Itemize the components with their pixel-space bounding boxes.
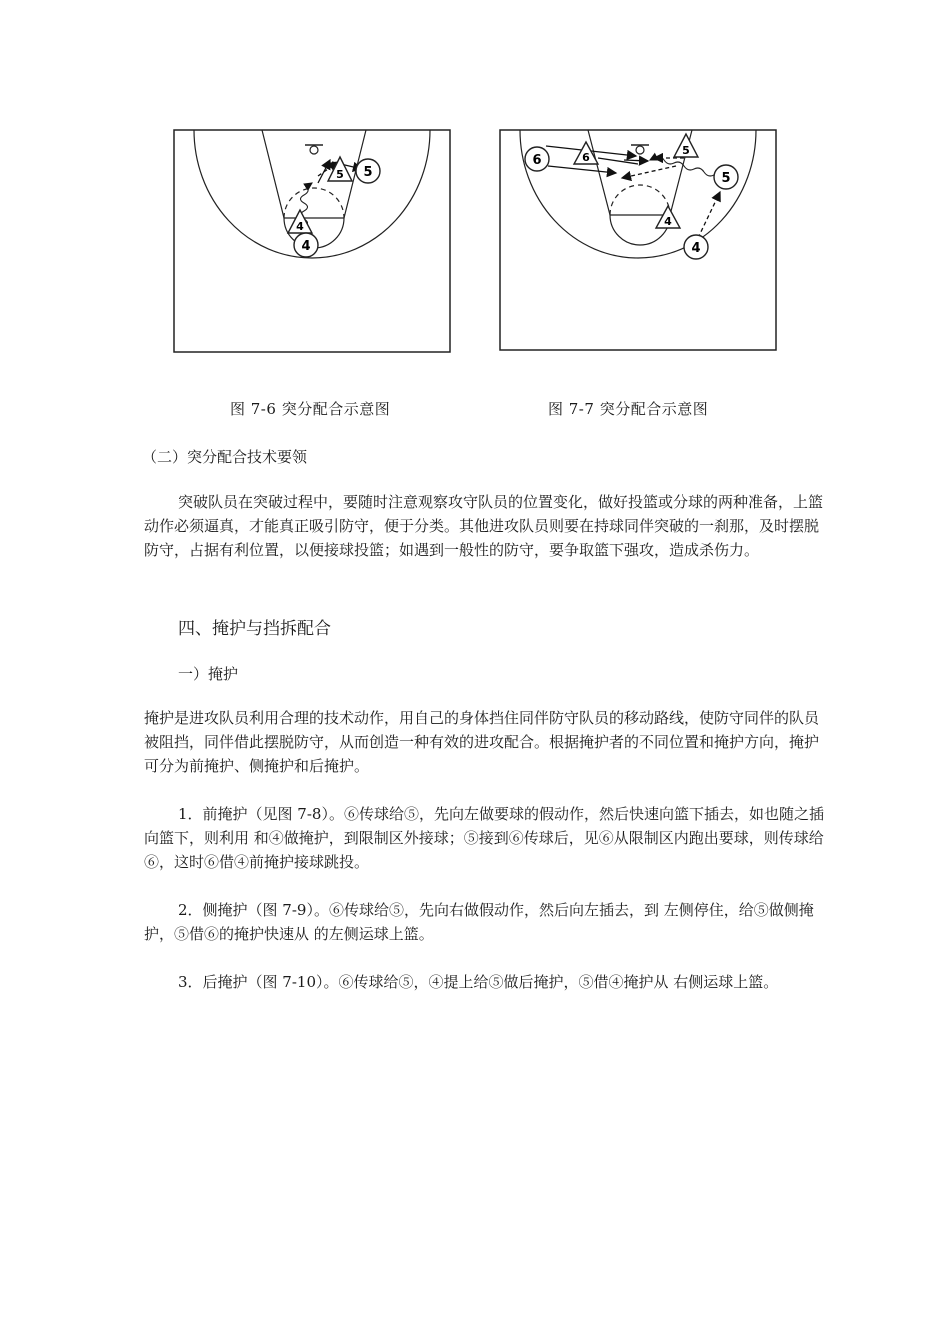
player-6-circle [525, 147, 549, 171]
section-2-body: 突破队员在突破过程中，要随时注意观察攻守队员的位置变化，做好投篮或分球的两种准备，上篮动作必须逼真，才能真正吸引防守，便于分类。其他进攻队员则要在持球同伴突破的一刹那，及时摆脱防守，占据有利位置，以便接球投篮；如遇到一般性的防守，要争取篮下强攻，造成杀伤力。 [144, 493, 824, 559]
item-side-screen: 2．侧掩护（图 7-9）。⑥传球给⑤，先向右做假动作，然后向左插去，到 左侧停住，给⑤做侧掩护，⑤借⑥的掩护快速从 的左侧运球上篮。 [144, 901, 814, 943]
svg-text:4: 4 [301, 239, 311, 254]
definition-paragraph: 掩护是进攻队员利用合理的技术动作，用自己的身体挡住同伴防守队员的移动路线，使防守同伴的队员被阻挡，同伴借此摆脱防守，从而创造一种有效的进攻配合。根据掩护者的不同位置和掩护方向，掩护可分为前掩护、侧掩护和后掩护。 [144, 709, 820, 775]
svg-text:5: 5 [363, 165, 373, 180]
court-diagram-7-6 [172, 128, 452, 354]
player-5-circle [356, 159, 380, 183]
svg-text:5: 5 [721, 171, 731, 186]
player-4-circle [294, 233, 318, 257]
section-2-title: （二）突分配合技术要领 [142, 448, 308, 466]
svg-text:6: 6 [582, 151, 590, 164]
figure-7-6 [172, 128, 452, 354]
figure-7-6-caption: 图 7-6 突分配合示意图 [230, 400, 391, 418]
court-diagram-7-7 [498, 128, 778, 352]
subheading-screen: 一）掩护 [178, 665, 239, 683]
svg-text:5: 5 [336, 168, 344, 181]
figure-7-7-caption: 图 7-7 突分配合示意图 [548, 400, 709, 418]
svg-text:4: 4 [691, 241, 701, 256]
item-back-screen: 3．后掩护（图 7-10）。⑥传球给⑤，④提上给⑤做后掩护，⑤借④掩护从 右侧运球上篮。 [178, 973, 779, 991]
player-5-circle [714, 165, 738, 189]
svg-text:6: 6 [532, 153, 542, 168]
svg-text:5: 5 [682, 144, 690, 157]
player-4-circle [684, 235, 708, 259]
svg-text:4: 4 [296, 220, 304, 233]
heading-4: 四、掩护与挡拆配合 [178, 619, 331, 639]
svg-text:4: 4 [664, 215, 672, 228]
item-front-screen: 1．前掩护（见图 7-8）。⑥传球给⑤，先向左做要球的假动作，然后快速向篮下插去，如也随之插向篮下，则利用 和④做掩护，到限制区外接球；⑤接到⑥传球后，见⑥从限制区内跑出要球，则传球给⑥，这时⑥借④前掩护接球跳投。 [144, 805, 824, 871]
figure-7-7 [498, 128, 778, 352]
